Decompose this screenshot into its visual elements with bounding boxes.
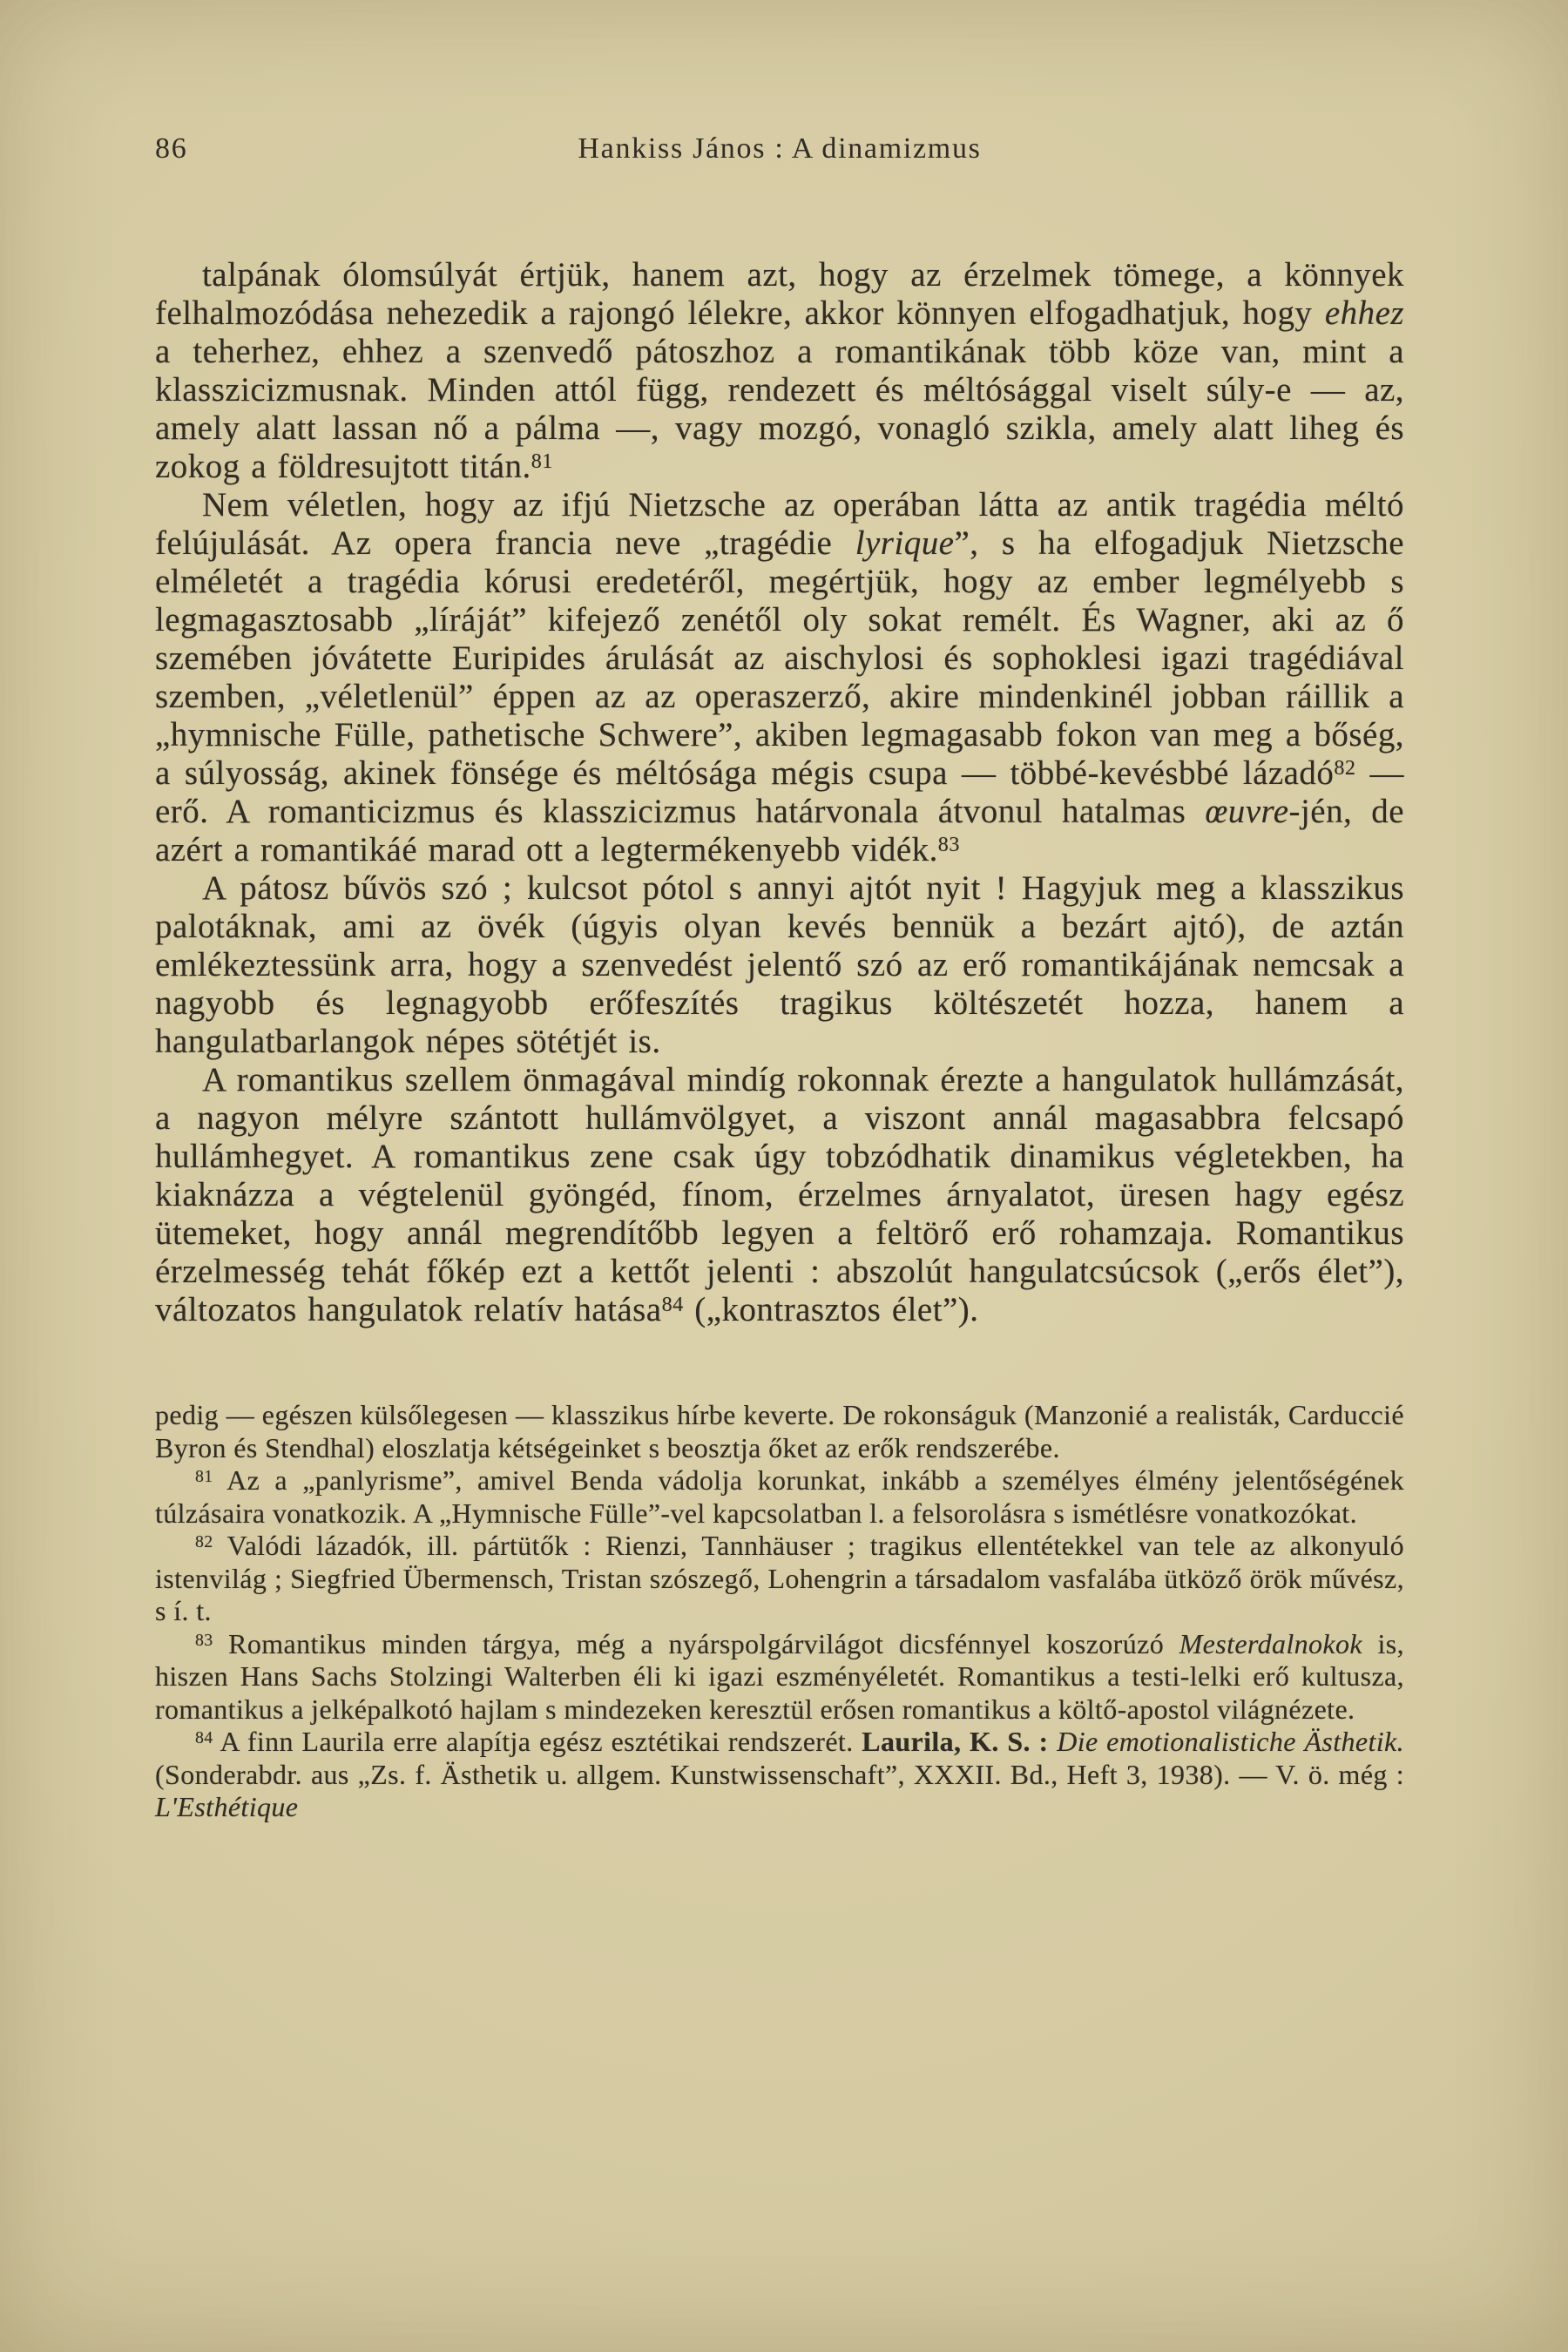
footnote-ref: 84	[195, 1728, 213, 1748]
text-segment: Die emotionalistiche Ästhetik.	[1057, 1726, 1405, 1757]
text-segment: L'Esthétique	[155, 1791, 299, 1822]
text-segment: Laurila, K. S. :	[862, 1726, 1049, 1757]
paragraph	[155, 486, 1404, 869]
text-segment: pedig — egészen külsőlegesen — klasszikus hírbe keverte. De rokonságuk (Manzonié a realisták, Carduccié Byron és Stendhal) eloszlatja kétségeinket s beosztja őket az erők rendszerébe.	[155, 1399, 1404, 1463]
text-segment: A romantikus szellem önmagával mindíg rokonnak érezte a hangulatok hullámzását, a nagyon mélyre szántott hullámvölgyet, a viszont annál magasabbra felcsapó hullámhegyet. A romantikus zene csak úgy tobzódhatik dinamikus végletekben, ha kiaknázza a végtelenül gyöngéd, fínom, érzelmes árnyalatot, üresen hagy egész ütemeket, hogy annál megrendítőbb legyen a feltörő erő rohamzaja. Romantikus érzelmesség tehát főkép ezt a kettőt jelenti : abszolút hangulatcsúcsok („erős élet”), változatos hangulatok relatív hatása	[155, 1061, 1404, 1328]
footnote-ref: 81	[195, 1467, 213, 1487]
text-segment: ehhez	[1324, 294, 1404, 332]
text-segment: Romantikus minden tárgya, még a nyárspolgárvilágot dicsfénnyel koszorúzó	[213, 1627, 1179, 1659]
footnote-ref: 84	[661, 1293, 684, 1317]
text-segment: talpának ólomsúlyát értjük, hanem azt, hogy az érzelmek tömege, a könnyek felhalmozódása nehezedik a rajongó lélekre, akkor könnyen elfogadhatjuk, hogy	[155, 256, 1404, 332]
footnote	[155, 1726, 1404, 1824]
paragraph	[155, 256, 1404, 486]
text-segment: Valódi lázadók, ill. pártütők : Rienzi, Tannhäuser ; tragikus ellentétekkel van tele az alkonyuló istenvilág ; Siegfried Übermensch, Tristan szószegő, Lohengrin a társadalom vasfalába ütköző örök művész, s í. t.	[155, 1530, 1404, 1626]
text-segment: — erő. A romanticizmus és klasszicizmus határvonala átvonul hatalmas	[155, 754, 1404, 830]
body-text-block	[155, 256, 1404, 1329]
text-segment: Nem véletlen, hogy az ifjú Nietzsche az operában látta az antik tragédia méltó felújulását. Az opera francia neve „tragédie	[155, 486, 1404, 562]
footnotes-block	[155, 1399, 1404, 1824]
text-segment	[1049, 1726, 1058, 1757]
running-title: Hankiss János : A dinamizmus	[578, 132, 982, 165]
text-segment: A finn Laurila erre alapítja egész esztétikai rendszerét.	[213, 1726, 862, 1757]
page-header	[155, 132, 1404, 166]
footnote-ref: 83	[937, 833, 960, 857]
text-segment: -jén, de azért a romantikáé marad ott a legtermékenyebb vidék.	[155, 793, 1404, 868]
footnote-ref: 81	[531, 449, 553, 474]
footnote	[155, 1464, 1404, 1530]
text-segment: lyrique	[855, 524, 955, 562]
text-segment: a teherhez, ehhez a szenvedő pátoszhoz a romantikának több köze van, mint a klasszicizmusnak. Minden attól függ, rendezett és méltósággal viselt súly-e — az, amely alatt lassan nő a pálma —, vagy mozgó, vonagló szikla, amely alatt liheg és zokog a földresujtott titán.	[155, 333, 1404, 485]
footnote-continuation	[155, 1399, 1404, 1464]
text-segment: (Sonderabdr. aus „Zs. f. Ästhetik u. allgem. Kunstwissenschaft”, XXXII. Bd., Heft 3, 1938). — V. ö. még :	[155, 1758, 1404, 1790]
footnote-ref: 83	[195, 1630, 213, 1650]
text-segment: Az a „panlyrisme”, amivel Benda vádolja korunkat, inkább a személyes élmény jelentőségének túlzásaira vonatkozik. A „Hymnische Fülle”-vel kapcsolatban l. a felsorolásra s ismétlésre vonatkozókat.	[155, 1464, 1404, 1529]
text-segment: ”, s ha elfogadjuk Nietzsche elméletét a tragédia kórusi eredetéről, megértjük, hogy az ember legmélyebb s legmagasztosabb „líráját” kifejező zenétől oly sokat remélt. És Wagner, aki az ő szemében jóvátette Euripides árulását az aischylosi és sophoklesi igazi tragédiával szemben, „véletlenül” éppen az az operaszerző, akire mindenkinél jobban ráillik a „hymnische Fülle, pathetische Schwere”, akiben legmagasabb fokon van meg a bőség, a súlyosság, akinek fönsége és méltósága mégis csupa — többé-kevésbbé lázadó	[155, 524, 1404, 792]
text-segment: is, hiszen Hans Sachs Stolzingi Walterben éli ki igazi eszményéletét. Romantikus a testi-lelki erő kultusza, romantikus a jelképalkotó hajlam s mindezeken keresztül erősen romantikus a költő-apostol világnézete.	[155, 1627, 1404, 1725]
page-number: 86	[155, 132, 188, 165]
paragraph	[155, 869, 1404, 1061]
text-segment: œuvre	[1205, 793, 1289, 830]
footnote	[155, 1628, 1404, 1727]
footnote-ref: 82	[195, 1532, 213, 1552]
text-segment: A pátosz bűvös szó ; kulcsot pótol s annyi ajtót nyit ! Hagyjuk meg a klasszikus palotáknak, ami az övék (úgyis olyan kevés bennük a bezárt ajtó), de aztán emlékeztessünk arra, hogy a szenvedést jelentő szó az erő romantikájának nemcsak a nagyobb és legnagyobb erőfeszítés tragikus költészetét hozza, hanem a hangulatbarlangok népes sötétjét is.	[155, 869, 1404, 1060]
paragraph	[155, 1061, 1404, 1329]
text-segment: („kontrasztos élet”).	[683, 1291, 979, 1328]
footnote	[155, 1530, 1404, 1628]
text-segment: Mesterdalnokok	[1179, 1627, 1362, 1659]
footnote-ref: 82	[1334, 756, 1356, 781]
